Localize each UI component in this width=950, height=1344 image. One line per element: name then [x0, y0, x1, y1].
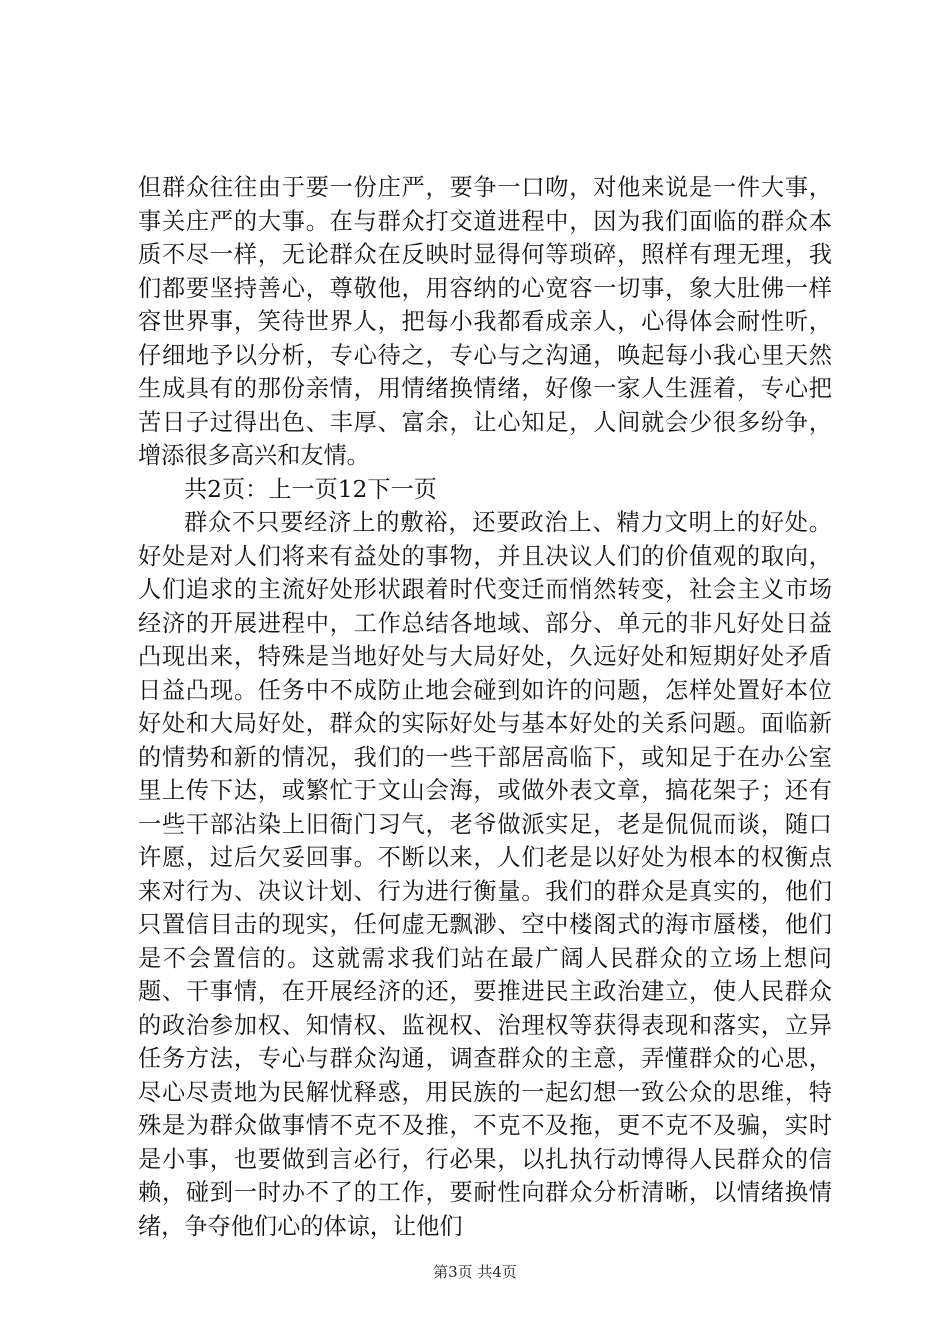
- document-body: [138, 171, 832, 1243]
- paragraph-2: 群众不只要经济上的敷裕，还要政治上、精力文明上的好处。好处是对人们将来有益处的事物，并且决议人们的价值观的取向，人们追求的主流好处形状跟着时代变迁而悄然转变，社会主义市场经济的开展进程中，工作总结各地域、部分、单元的非凡好处日益凸现出来，特殊是当地好处与大局好处，久远好处和短期好处矛盾日益凸现。任务中不成防止地会碰到如许的问题，怎样处置好本位好处和大局好处，群众的实际好处与基本好处的关系问题。面临新的情势和新的情况，我们的一些干部居高临下，或知足于在办公室里上传下达，或繁忙于文山会海，或做外表文章，搞花架子；还有一些干部沾染上旧衙门习气，老爷做派实足，老是侃侃而谈，随口许愿，过后欠妥回事。不断以来，人们老是以好处为根本的权衡点来对行为、决议计划、行为进行衡量。我们的群众是真实的，他们只置信目击的现实，任何虚无飘渺、空中楼阁式的海市蜃楼，他们是不会置信的。这就需求我们站在最广阔人民群众的立场上想问题、干事情，在开展经济的还，要推进民主政治建立，使人民群众的政治参加权、知情权、监视权、治理权等获得表现和落实，立异任务方法，专心与群众沟通，调查群众的主意，弄懂群众的心思，尽心尽责地为民解忧释惑，用民族的一起幻想一致公众的思维，特殊是为群众做事情不克不及推，不克不及拖，更不克不及骗，实时是小事，也要做到言必行，行必果，以扎执行动博得人民群众的信赖，碰到一时办不了的工作，要耐性向群众分析清晰，以情绪换情绪，争夺他们心的体谅，让他们: [138, 509, 832, 1240]
- paragraph-1: 但群众往往由于要一份庄严，要争一口吻，对他来说是一件大事，事关庄严的大事。在与群众打交道进程中，因为我们面临的群众本质不尽一样，无论群众在反映时显得何等琐碎，照样有理无理，我们都要坚持善心，尊敬他，用容纳的心宽容一切事，象大肚佛一样容世界事，笑待世界人，把每小我都看成亲人，心得体会耐性听，仔细地予以分析，专心待之，专心与之沟通，唤起每小我心里天然生成具有的那份亲情，用情绪换情绪，好像一家人生涯着，专心把苦日子过得出色、丰厚、富余，让心知足，人间就会少很多纷争，增添很多高兴和友情。: [138, 174, 832, 469]
- pagination-line[interactable]: 共2页：上一页12下一页: [184, 475, 437, 503]
- page-footer: 第3页 共4页: [433, 1263, 517, 1281]
